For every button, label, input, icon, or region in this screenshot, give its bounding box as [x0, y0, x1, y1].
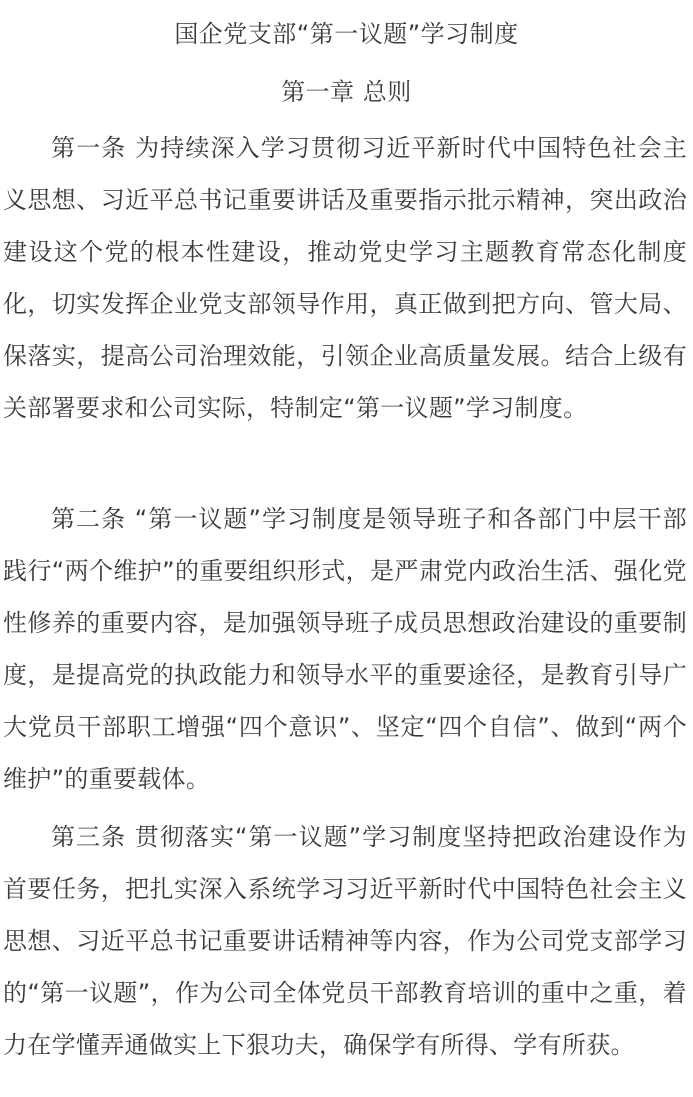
article-3: 第三条 贯彻落实“第一议题”学习制度坚持把政治建设作为首要任务，把扎实深入系统学习习近平新时代中国特色社会主义思想、习近平总书记重要讲话精神等内容，作为公司党支部学习的“第一议题”，作为公司全体党员干部教育培训的重中之重，着力在学懂弄通做实上下狠功夫，确保学有所得、学有所获。 [3, 823, 687, 1059]
article-1: 第一条 为持续深入学习贯彻习近平新时代中国特色社会主义思想、习近平总书记重要讲话及重要指示批示精神，突出政治建设这个党的根本性建设，推动党史学习主题教育常态化制度化，切实发挥企业党支部领导作用，真正做到把方向、管大局、保落实，提高公司治理效能，引领企业高质量发展。结合上级有关部署要求和公司实际，特制定“第一议题”学习制度。 [3, 134, 687, 422]
document-title: 国企党支部“第一议题”学习制度 [174, 20, 519, 48]
article-2: 第二条 “第一议题”学习制度是领导班子和各部门中层干部践行“两个维护”的重要组织形式，是严肃党内政治生活、强化党性修养的重要内容，是加强领导班子成员思想政治建设的重要制度，是提高党的执政能力和领导水平的重要途径，是教育引导广大党员干部职工增强“四个意识”、坚定“四个自信”、做到“两个维护”的重要载体。 [3, 505, 687, 793]
chapter-heading: 第一章 总则 [281, 78, 412, 106]
